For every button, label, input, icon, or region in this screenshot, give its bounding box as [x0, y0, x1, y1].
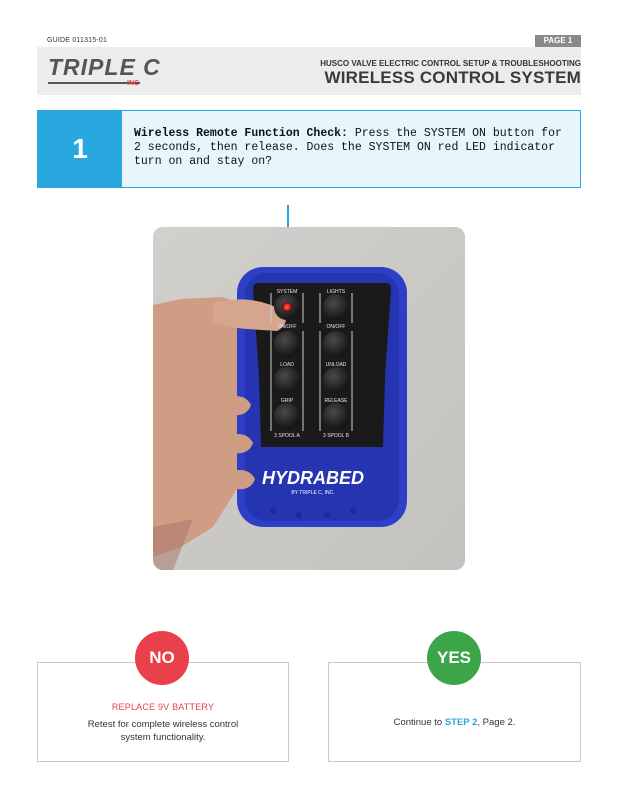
step-box: [37, 110, 581, 188]
remote-button-load: [274, 331, 300, 357]
yes-badge: YES: [427, 631, 481, 685]
no-answer-line-1: Retest for complete wireless control: [87, 719, 239, 730]
remote-button-system: [274, 294, 300, 320]
remote-button-lights: [323, 294, 349, 320]
logo-text: TRIPLE C: [48, 54, 161, 80]
remote-illustration: [153, 227, 465, 570]
btn-label-onoff-2: ON/OFF: [326, 324, 346, 330]
remote-photo: [153, 227, 465, 570]
header-title: WIRELESS CONTROL SYSTEM: [324, 68, 581, 87]
btn-label-lights: LIGHTS: [326, 289, 346, 295]
btn-label-grip: GRIP: [280, 398, 294, 404]
step-number-block: [38, 111, 122, 187]
yes-answer-body: [328, 717, 581, 728]
guide-id: GUIDE 011315-01: [47, 37, 108, 44]
btn-label-load: LOAD: [280, 362, 294, 368]
btn-label-unload: UNLOAD: [325, 362, 347, 368]
remote-button-grip: [274, 367, 300, 393]
btn-label-onoff-1: ON/OFF: [277, 324, 297, 330]
remote-button-unload: [323, 331, 349, 357]
step-number: 1: [72, 133, 88, 164]
btn-label-system: SYSTEM: [276, 289, 298, 295]
remote-button-spool-a: [274, 403, 300, 429]
btn-label-spool-b: 3 SPOOL B: [323, 433, 349, 439]
no-answer-line-2: system functionality.: [120, 732, 206, 743]
header-subtitle: HUSCO VALVE ELECTRIC CONTROL SETUP & TROUBLESHOOTING: [320, 59, 581, 68]
remote-button-spool-b: [323, 403, 349, 429]
step-2-link[interactable]: STEP 2: [444, 717, 478, 728]
page-label: PAGE 1: [535, 35, 581, 47]
remote-brand-sub: BY TRIPLE C, INC.: [291, 490, 335, 496]
btn-label-release: RELEASE: [324, 398, 348, 404]
step-heading: Wireless Remote Function Check:: [134, 127, 348, 140]
logo-inc: INC: [127, 80, 140, 87]
remote-button-release: [323, 367, 349, 393]
triple-c-logo: [48, 52, 163, 90]
yes-answer-suffix: , Page 2.: [477, 717, 516, 728]
no-answer-title: REPLACE 9V BATTERY: [111, 702, 215, 712]
step-instructions: [134, 127, 570, 169]
step-body: Press the SYSTEM ON button for 2 seconds, then release. Does the SYSTEM ON red LED indicator turn on and stay on?: [134, 127, 562, 168]
no-answer-body: [37, 718, 289, 744]
yes-answer-prefix: Continue to: [393, 717, 445, 728]
remote-brand: HYDRABED: [261, 468, 365, 488]
no-badge: NO: [135, 631, 189, 685]
btn-label-spool-a: 3 SPOOL A: [274, 433, 300, 439]
